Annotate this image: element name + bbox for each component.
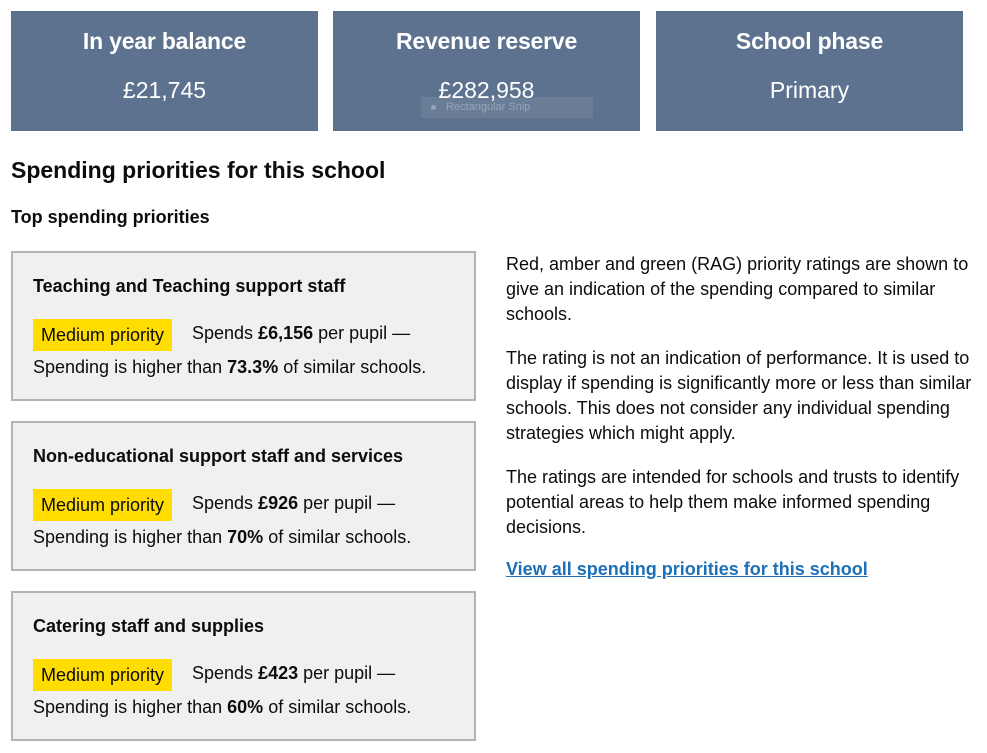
stat-label: School phase [735, 28, 884, 54]
priority-card [11, 591, 476, 741]
info-paragraph: Red, amber and green (RAG) priority ratings are shown to give an indication of the spending compared to similar schools. [506, 254, 969, 324]
section-subheading: Top spending priorities [11, 207, 210, 227]
compare-suffix: of similar schools. [278, 357, 427, 377]
compare-percent: 73.3% [227, 357, 279, 377]
stat-value: Primary [769, 77, 850, 103]
priority-tag: Medium priority [33, 659, 172, 691]
compare-suffix: of similar schools. [263, 697, 412, 717]
priority-title: Non-educational support staff and services [33, 446, 404, 466]
snip-dot-icon [431, 105, 436, 110]
spends-suffix: per pupil — [313, 323, 411, 343]
compare-suffix: of similar schools. [263, 527, 412, 547]
compare-text [33, 697, 411, 718]
info-paragraph: The rating is not an indication of performance. It is used to display if spending is significantly more or less than similar schools. This does not consider any individual spending strategies which might apply. [506, 348, 972, 443]
stat-value: £21,745 [122, 77, 207, 103]
priority-title: Teaching and Teaching support staff [33, 276, 346, 296]
snip-overlay [421, 97, 593, 118]
in-year-balance-card [11, 11, 318, 131]
compare-percent: 70% [227, 527, 264, 547]
priority-title: Catering staff and supplies [33, 616, 265, 636]
stat-label: Revenue reserve [395, 28, 578, 54]
spend-amount: £926 [258, 493, 299, 513]
priority-card [11, 421, 476, 571]
priority-tag: Medium priority [33, 319, 172, 351]
spends-suffix: per pupil — [298, 663, 396, 683]
info-paragraph: The ratings are intended for schools and trusts to identify potential areas to help them make informed spending decisions. [506, 467, 960, 537]
spends-prefix: Spends [192, 493, 259, 513]
spend-amount: £423 [258, 663, 299, 683]
spends-text [192, 323, 410, 344]
spends-prefix: Spends [192, 323, 259, 343]
spends-text [192, 493, 395, 514]
school-phase-card [656, 11, 963, 131]
compare-percent: 60% [227, 697, 264, 717]
view-all-priorities-link[interactable]: View all spending priorities for this school [506, 559, 868, 579]
view-all-link-wrap [506, 559, 868, 580]
rag-info [506, 252, 976, 559]
snip-label: Rectangular Snip [446, 101, 531, 113]
priority-tag: Medium priority [33, 489, 172, 521]
spends-text [192, 663, 395, 684]
spends-prefix: Spends [192, 663, 259, 683]
priority-card [11, 251, 476, 401]
compare-text [33, 527, 411, 548]
stat-label: In year balance [82, 28, 247, 54]
compare-text [33, 357, 426, 378]
spend-amount: £6,156 [258, 323, 314, 343]
page-heading: Spending priorities for this school [11, 157, 386, 183]
compare-prefix: Spending is higher than [33, 697, 228, 717]
compare-prefix: Spending is higher than [33, 527, 228, 547]
compare-prefix: Spending is higher than [33, 357, 228, 377]
spends-suffix: per pupil — [298, 493, 396, 513]
stat-value: £282,958 [438, 77, 535, 103]
